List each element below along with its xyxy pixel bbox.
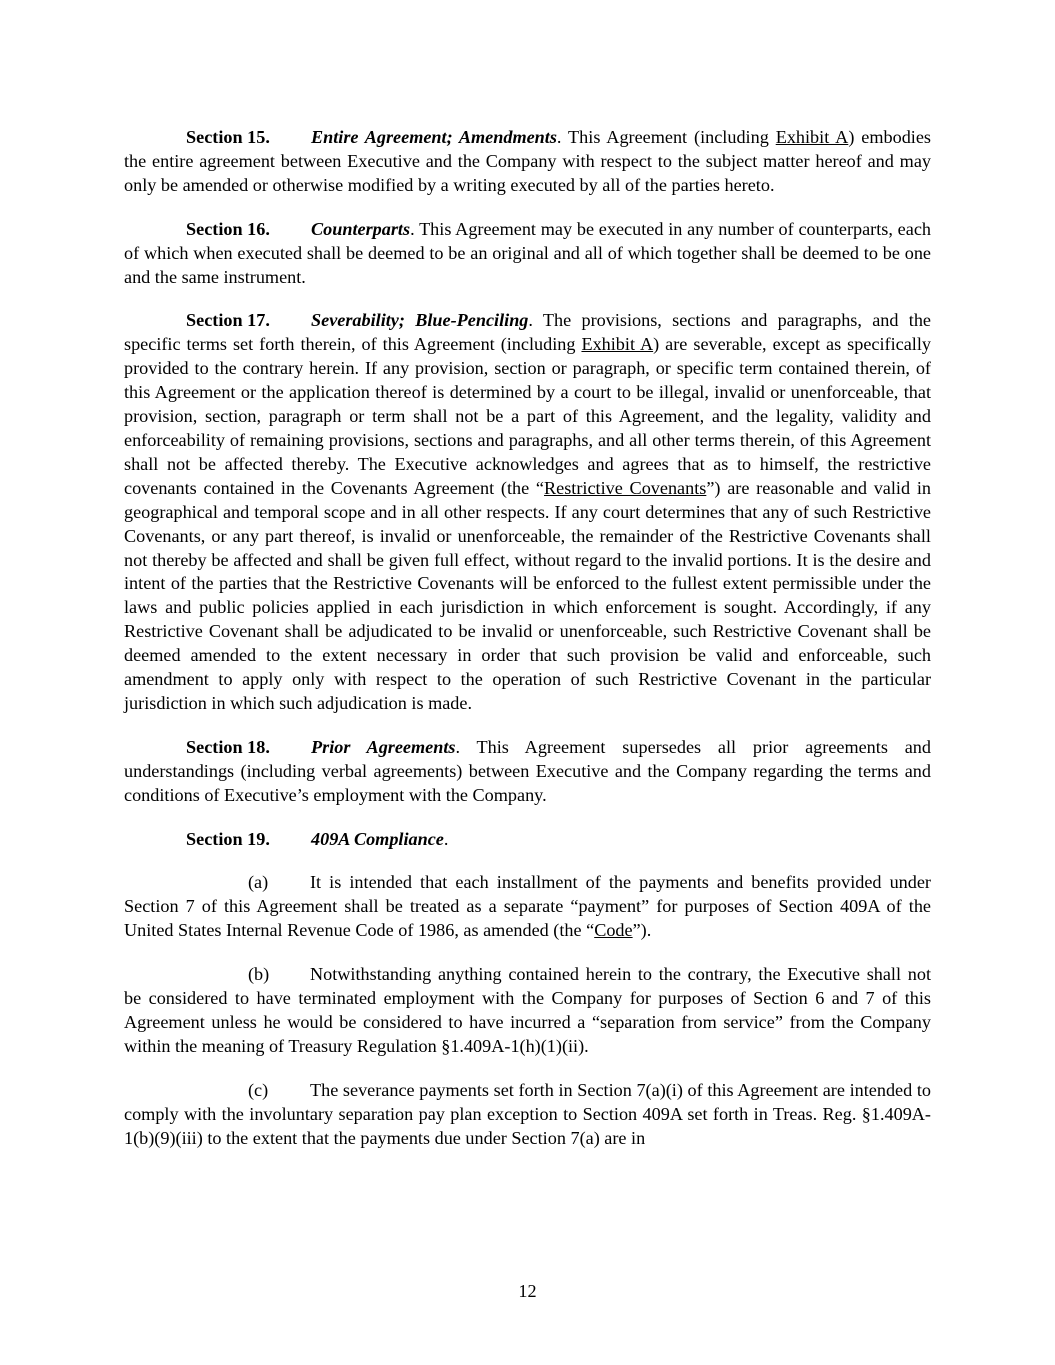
section-16 [124,218,931,290]
subsection-text: ”). [632,920,652,941]
code-term: Code [594,920,633,941]
section-title: Prior Agreements [311,736,456,757]
subsection-text: It is intended that each installment of the payments and benefits provided under Section 7 of this Agreement shall be treated as a separate “payment” for purposes of Section 409A of the United States Internal Revenue Code of 1986, as amended (the “ [124,872,931,941]
page-number: 12 [518,1281,537,1301]
section-text: . [443,828,449,849]
section-label: Section 18. [186,736,270,757]
section-text: . This Agreement supersedes all prior agreements and understandings (including verbal agreements) between Executive and the Company regarding the terms and conditions of Executive’s employment with the Company. [124,736,931,805]
section-label: Section 17. [186,310,270,331]
subsection-number: (c) [248,1079,269,1100]
subsection-b [124,963,931,1059]
section-title: Counterparts [311,218,411,239]
subsection-c [124,1079,931,1151]
section-15 [124,126,931,198]
section-label: Section 19. [186,828,270,849]
section-17 [124,309,931,715]
subsection-a [124,871,931,943]
section-text: . This Agreement may be executed in any number of counterparts, each of which when executed shall be deemed to be an original and all of which together shall be deemed to be one and the same instrument. [124,218,931,287]
section-label: Section 16. [186,218,270,239]
document-page [124,126,931,1171]
subsection-number: (a) [248,872,269,893]
subsection-number: (b) [248,964,270,985]
section-text: ) are severable, except as specifically provided to the contrary herein. If any provision, section or paragraph, or specific term contained therein, of this Agreement or the application thereof is determined by a court to be illegal, invalid or unenforceable, that provision, section, paragraph or term shall not be a part of this Agreement, and the legality, validity and enforceability of remaining provisions, sections and paragraphs, and all other terms therein, of this Agreement shall not be affected thereby. The Executive acknowledges and agrees that as to himself, the restrictive covenants contained in the Covenants Agreement (the “ [124,334,931,498]
section-title: Entire Agreement; Amendments [311,127,557,147]
section-title: 409A Compliance [311,828,444,849]
section-text: . The provisions, sections and paragraphs, and the specific terms set forth therein, of this Agreement (including [124,310,931,355]
exhibit-a-reference: Exhibit A [581,334,654,355]
section-19 [124,828,931,852]
subsection-text: Notwithstanding anything contained herein to the contrary, the Executive shall not be considered to have terminated employment with the Company for purposes of Section 6 and 7 of this Agreement unless he would be considered to have incurred a “separation from service” from the Company within the meaning of Treasury Regulation §1.409A-1(h)(1)(ii). [124,964,931,1056]
section-title: Severability; Blue-Penciling [311,310,529,331]
exhibit-a-reference: Exhibit A [775,127,849,147]
subsection-text: The severance payments set forth in Section 7(a)(i) of this Agreement are intended to comply with the involuntary separation pay plan exception to Section 409A set forth in Treas. Reg. §1.409A-1(b)(9)(iii) to the extent that the payments due under Section 7(a) are in [124,1079,931,1148]
section-text: . This Agreement (including [556,127,776,147]
section-18 [124,736,931,808]
restrictive-covenants-term: Restrictive Covenants [544,477,707,498]
section-label: Section 15. [186,127,270,147]
section-text: ) embodies the entire agreement between Executive and the Company with respect to the subject matter hereof and may only be amended or otherwise modified by a writing executed by all of the parties hereto. [124,127,931,195]
section-text: ”) are reasonable and valid in geographical and temporal scope and in all other respects. If any court determines that any of such Restrictive Covenants, or any part thereof, is invalid or unenforceable, the remainder of the Restrictive Covenants shall not thereby be affected and shall be given full effect, without regard to the invalid portions. It is the desire and intent of the parties that the Restrictive Covenants will be enforced to the fullest extent permissible under the laws and public policies applied in each jurisdiction in which enforcement is sought. Accordingly, if any Restrictive Covenant shall be adjudicated to be invalid or unenforceable, such Restrictive Covenant shall be deemed amended to the extent necessary in order that such provision be valid and enforceable, such amendment to apply only with respect to the operation of such Restrictive Covenant in the particular jurisdiction in which such adjudication is made. [124,477,931,713]
